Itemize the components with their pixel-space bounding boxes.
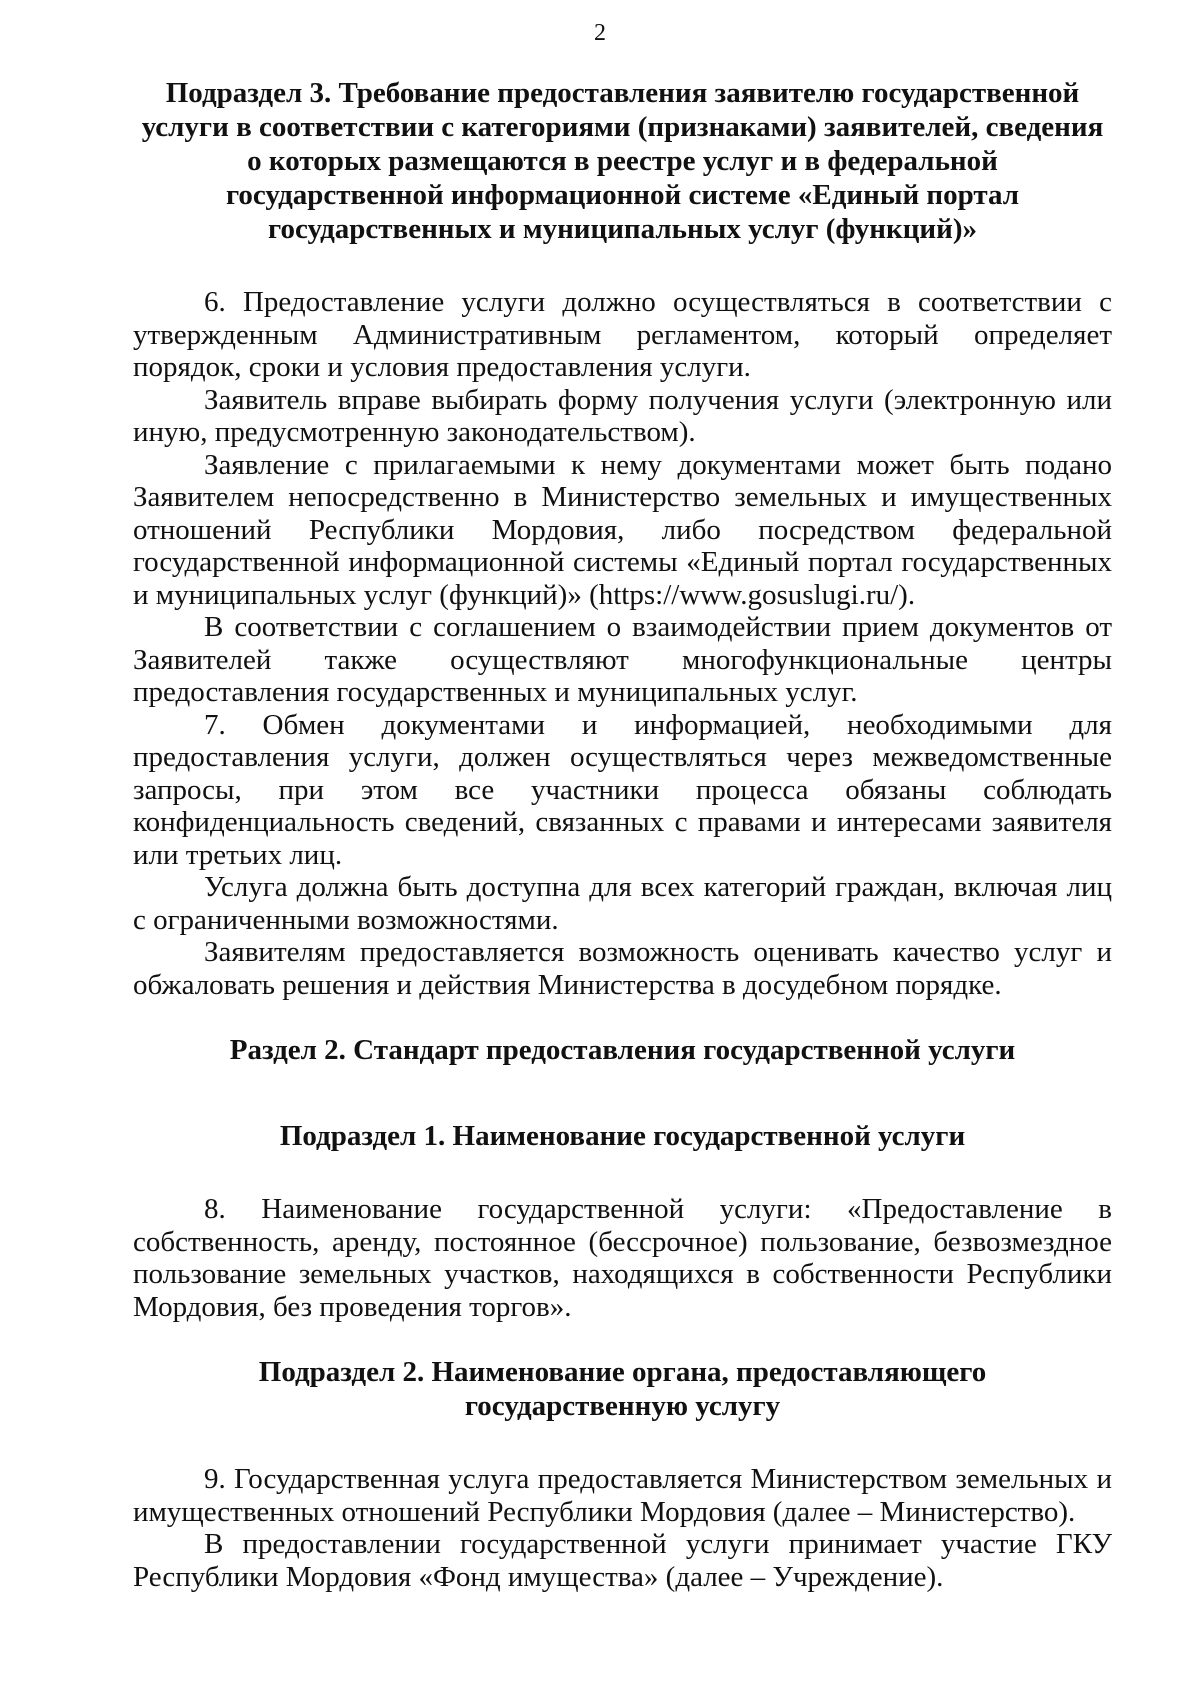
paragraph-application-submission: Заявление с прилагаемыми к нему документами может быть подано Заявителем непосредственно в Министерство земельных и имущественных отношений Республики Мордовия, либо посредством федеральной государственной информационной системы «Единый портал государственных и муниципальных услуг (функций)» (https://www.gosuslugi.ru/). [133, 448, 1112, 611]
subsection-1-heading: Подраздел 1. Наименование государственной услуги [279, 1120, 966, 1152]
document-body [133, 76, 1112, 1593]
paragraph-accessibility: Услуга должна быть доступна для всех категорий граждан, включая лиц с ограниченными возможностями. [133, 871, 1112, 936]
subsection-2-heading-line1: Подраздел 2. Наименование органа, предоставляющего [258, 1356, 987, 1388]
paragraph-9: 9. Государственная услуга предоставляется Министерством земельных и имущественных отношений Республики Мордовия (далее – Министерство). [133, 1463, 1112, 1528]
subsection-2-heading [133, 1355, 1112, 1423]
page-number: 2 [594, 20, 606, 46]
subsection-2-heading-line2: государственную услугу [464, 1390, 781, 1422]
paragraph-form-of-service: Заявитель вправе выбирать форму получения услуги (электронную или иную, предусмотренную законодательством). [133, 383, 1112, 448]
paragraph-appeal: Заявителям предоставляется возможность оценивать качество услуг и обжаловать решения и действия Министерства в досудебном порядке. [133, 936, 1112, 1001]
section-2-heading: Раздел 2. Стандарт предоставления государственной услуги [229, 1034, 1016, 1066]
paragraph-8: 8. Наименование государственной услуги: «Предоставление в собственность, аренду, постоянное (бессрочное) пользование, безвозмездное пользование земельных участков, находящихся в собственности Республики Мордовия, без проведения торгов». [133, 1193, 1112, 1323]
paragraph-institution-participation: В предоставлении государственной услуги принимает участие ГКУ Республики Мордовия «Фонд имущества» (далее – Учреждение). [133, 1528, 1112, 1593]
paragraph-mfc-agreement: В соответствии с соглашением о взаимодействии прием документов от Заявителей также осуществляют многофункциональные центры предоставления государственных и муниципальных услуг. [133, 611, 1112, 708]
paragraph-6: 6. Предоставление услуги должно осуществляться в соответствии с утвержденным Административным регламентом, который определяет порядок, сроки и условия предоставления услуги. [133, 286, 1112, 383]
subsection-3-heading: Подраздел 3. Требование предоставления заявителю государственной услуги в соответствии с категориями (признаками) заявителей, сведения о которых размещаются в реестре услуг и в федеральной государственной информационной системе «Единый портал государственных и муниципальных услуг (функций)» [141, 77, 1104, 245]
paragraph-7: 7. Обмен документами и информацией, необходимыми для предоставления услуги, должен осуществляться через межведомственные запросы, при этом все участники процесса обязаны соблюдать конфиденциальность сведений, связанных с правами и интересами заявителя или третьих лиц. [133, 708, 1112, 871]
